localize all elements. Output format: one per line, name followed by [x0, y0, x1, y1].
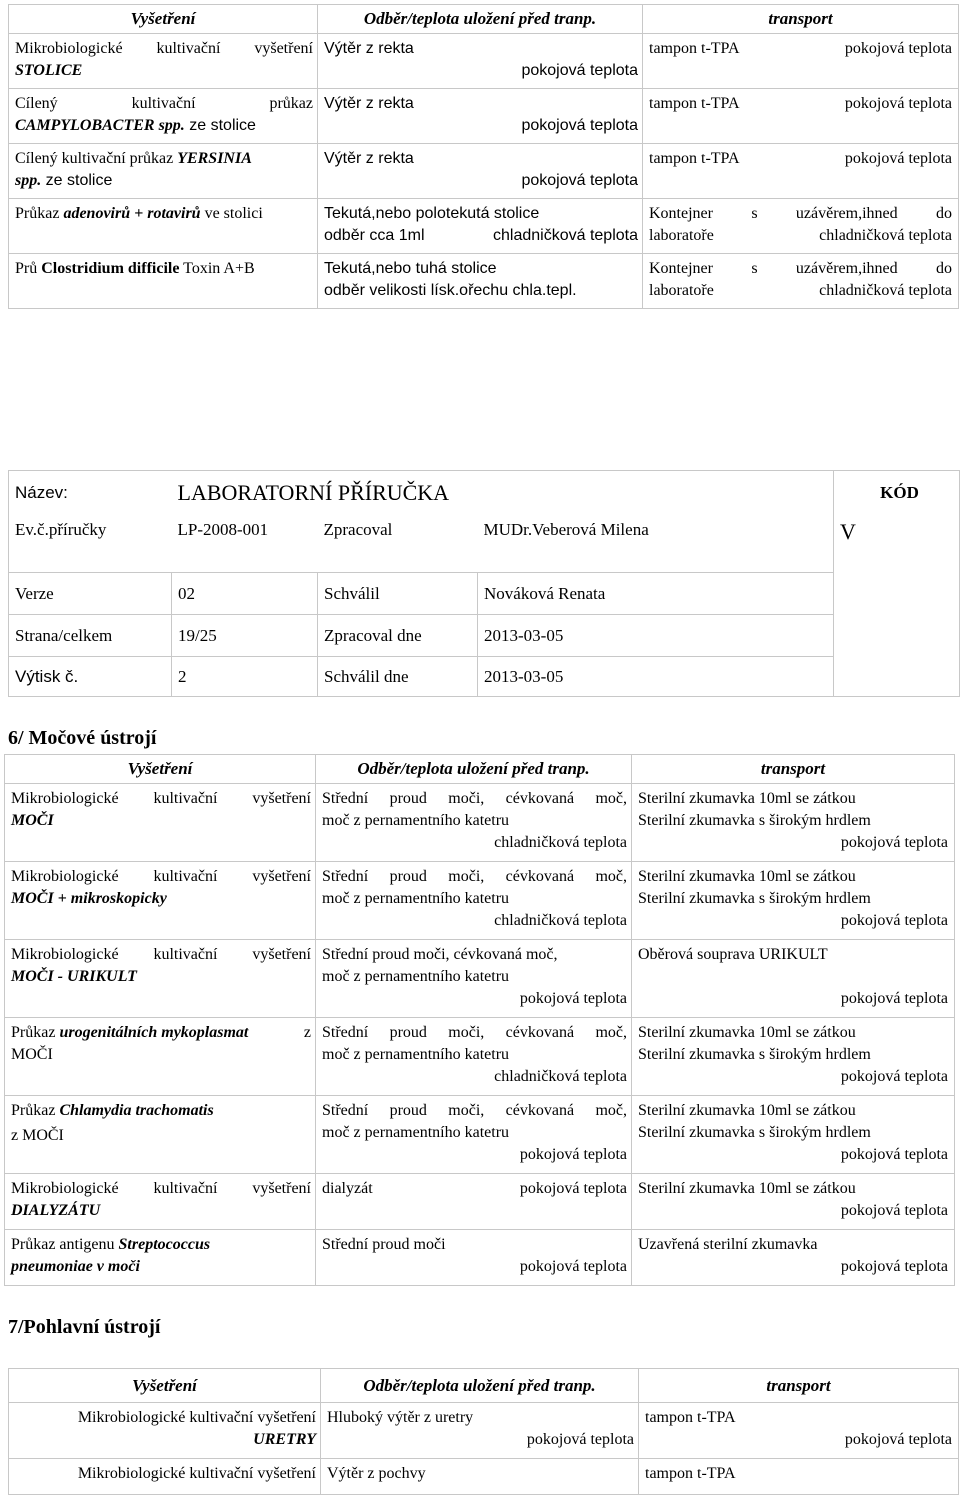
exam-cell	[9, 1403, 321, 1459]
sample-cell	[316, 862, 632, 940]
transport-medium: Sterilní zkumavka 10ml se zátkou	[638, 790, 856, 807]
exam-material: STOLICE	[15, 62, 83, 79]
transport-medium-2: Sterilní zkumavka s širokým hrdlem	[638, 1046, 871, 1063]
transport-temp: pokojová teplota	[840, 1202, 948, 1219]
transport-destination: laboratoře	[649, 282, 714, 299]
transport-cell	[632, 784, 955, 862]
vytisk-label: Výtisk č.	[9, 657, 172, 697]
exam-material: MOČI	[11, 1046, 53, 1063]
strana-label: Strana/celkem	[9, 615, 172, 657]
transport-temp: pokojová teplota	[840, 1146, 948, 1163]
exam-material: MOČI	[11, 812, 54, 829]
col-header-exam: Vyšetření	[9, 5, 318, 34]
exam-material: Toxin A+B	[183, 260, 255, 277]
transport-medium: Oběrová souprava URIKULT	[638, 946, 828, 963]
transport-cell	[632, 1018, 955, 1096]
exam-organism: Chlamydia trachomatis	[59, 1102, 214, 1119]
table-row	[5, 784, 955, 862]
vytisk-value: 2	[172, 657, 318, 697]
exam-material: DIALYZÁTU	[11, 1202, 101, 1219]
kod-value: V	[834, 515, 960, 697]
transport-medium-2: Sterilní zkumavka s širokým hrdlem	[638, 812, 871, 829]
sample-cell	[318, 34, 643, 89]
exam-material: MOČI + mikroskopicky	[11, 890, 167, 907]
transport-temp: chladničková teplota	[819, 282, 952, 299]
exam-cell	[9, 89, 318, 144]
verze-value: 02	[172, 573, 318, 615]
exam-name: Prů	[15, 260, 38, 277]
sample-cell	[321, 1403, 639, 1459]
transport-cell	[632, 1174, 955, 1230]
transport-cell	[643, 89, 959, 144]
exam-material: ve stolici	[204, 205, 263, 222]
sample-type-2: moč z pernamentního katetru	[322, 968, 510, 985]
sample-cell	[318, 199, 643, 254]
sample-type: Střední proud moči, cévkovaná moč,	[322, 1102, 627, 1119]
exam-name: Mikrobiologické kultivační vyšetření	[11, 1180, 311, 1197]
transport-medium: tampon t-TPA	[649, 150, 740, 167]
col-header-exam: Vyšetření	[9, 1369, 321, 1403]
table-row	[5, 1174, 955, 1230]
exam-cell	[5, 1230, 316, 1286]
exam-cell	[9, 144, 318, 199]
sample-type: Výtěr z pochvy	[327, 1465, 426, 1482]
sample-type: Výtěr z rekta	[324, 95, 414, 112]
sample-type: Střední proud moči, cévkovaná moč,	[322, 946, 558, 963]
table-header-row	[9, 5, 959, 34]
exam-cell	[9, 254, 318, 309]
transport-medium: Sterilní zkumavka 10ml se zátkou	[638, 1024, 856, 1041]
transport-temp: pokojová teplota	[840, 912, 948, 929]
urinary-exam-table	[4, 754, 955, 1286]
exam-organism: CAMPYLOBACTER spp.	[15, 117, 185, 134]
exam-organism-spp: spp.	[15, 172, 42, 189]
transport-cell	[632, 940, 955, 1018]
sample-type: Střední proud moči, cévkovaná moč,	[322, 790, 627, 807]
transport-medium: tampon t-TPA	[645, 1409, 736, 1426]
exam-connector: z	[303, 1024, 311, 1041]
transport-medium: Kontejner s uzávěrem,ihned do	[649, 260, 952, 277]
exam-organism: adenovirů + rotavirů	[63, 205, 201, 222]
transport-cell	[643, 254, 959, 309]
exam-name: Mikrobiologické kultivační vyšetření	[11, 790, 311, 807]
exam-name: Průkaz	[11, 1024, 56, 1041]
table-row	[9, 199, 959, 254]
transport-temp: pokojová teplota	[844, 95, 952, 112]
sample-cell	[316, 1096, 632, 1174]
exam-material: MOČI - URIKULT	[11, 968, 137, 985]
col-header-exam: Vyšetření	[5, 755, 316, 784]
stool-exam-table	[8, 4, 959, 309]
transport-medium: Kontejner s uzávěrem,ihned do	[649, 205, 952, 222]
transport-cell	[639, 1403, 959, 1459]
exam-name: Mikrobiologické kultivační vyšetření	[77, 1409, 316, 1426]
sample-type: dialyzát	[322, 1180, 373, 1197]
sample-cell	[316, 940, 632, 1018]
exam-name: Mikrobiologické kultivační vyšetření	[77, 1465, 316, 1482]
transport-temp: pokojová teplota	[840, 1068, 948, 1085]
transport-destination: laboratoře	[649, 227, 714, 244]
zpracoval-label: Zpracoval	[318, 515, 478, 573]
schv-dne-value: 2013-03-05	[478, 657, 834, 697]
transport-medium: Sterilní zkumavka 10ml se zátkou	[638, 1180, 856, 1197]
exam-name: Průkaz	[11, 1102, 56, 1119]
sample-type-2: moč z pernamentního katetru	[322, 1124, 510, 1141]
table-row	[5, 1096, 955, 1174]
col-header-transport: transport	[639, 1369, 959, 1403]
col-header-sample: Odběr/teplota uložení před tranp.	[316, 755, 632, 784]
exam-material: ze stolice	[41, 172, 113, 189]
table-row	[5, 1230, 955, 1286]
sample-cell	[318, 89, 643, 144]
sample-cell	[316, 784, 632, 862]
exam-cell	[5, 1018, 316, 1096]
sample-type: Tekutá,nebo tuhá stolice	[324, 260, 497, 277]
transport-cell	[632, 1096, 955, 1174]
transport-temp: pokojová teplota	[844, 40, 952, 57]
exam-material: z MOČI	[11, 1127, 64, 1144]
transport-medium: tampon t-TPA	[649, 95, 740, 112]
transport-medium: Uzavřená sterilní zkumavka	[638, 1236, 818, 1253]
exam-name: Průkaz	[15, 205, 60, 222]
exam-cell	[5, 862, 316, 940]
transport-medium: tampon t-TPA	[645, 1465, 736, 1482]
transport-cell	[632, 862, 955, 940]
sample-temp: chladničková teplota	[493, 227, 638, 244]
exam-organism-2: pneumoniae v moči	[11, 1258, 140, 1275]
sample-type-2: moč z pernamentního katetru	[322, 1046, 510, 1063]
sample-cell	[316, 1174, 632, 1230]
transport-medium: tampon t-TPA	[649, 40, 740, 57]
exam-cell	[5, 940, 316, 1018]
zpracoval-value: MUDr.Veberová Milena	[478, 515, 834, 573]
transport-temp: pokojová teplota	[840, 1258, 948, 1275]
exam-name: Mikrobiologické kultivační vyšetření	[15, 40, 313, 57]
transport-medium-2: Sterilní zkumavka s širokým hrdlem	[638, 890, 871, 907]
exam-material: URETRY	[253, 1431, 316, 1448]
sample-type: Tekutá,nebo polotekutá stolice	[324, 205, 540, 222]
sample-temp: pokojová teplota	[521, 172, 638, 189]
verze-label: Verze	[9, 573, 172, 615]
sample-type: Střední proud moči, cévkovaná moč,	[322, 868, 627, 885]
exam-name: Průkaz antigenu	[11, 1236, 115, 1253]
exam-cell	[5, 784, 316, 862]
zpr-dne-value: 2013-03-05	[478, 615, 834, 657]
section-title-genital: 7/Pohlavní ústrojí	[8, 1316, 161, 1338]
sample-cell	[318, 254, 643, 309]
exam-cell	[5, 1174, 316, 1230]
document-header-box	[8, 470, 960, 697]
transport-temp: pokojová teplota	[840, 990, 948, 1007]
col-header-transport: transport	[632, 755, 955, 784]
transport-cell	[639, 1459, 959, 1495]
sample-temp: pokojová teplota	[519, 1258, 627, 1275]
kod-label: KÓD	[834, 471, 960, 515]
transport-temp: pokojová teplota	[844, 1431, 952, 1448]
transport-medium-2: Sterilní zkumavka s širokým hrdlem	[638, 1124, 871, 1141]
exam-organism: Clostridium difficile	[41, 260, 180, 277]
exam-material: ze stolice	[184, 117, 256, 134]
exam-cell	[5, 1096, 316, 1174]
exam-name: Mikrobiologické kultivační vyšetření	[11, 868, 311, 885]
table-row	[9, 34, 959, 89]
sample-type: Hluboký výtěr z uretry	[327, 1409, 474, 1426]
zpr-dne-label: Zpracoval dne	[318, 615, 478, 657]
ev-label: Ev.č.příručky	[9, 515, 172, 573]
schvalil-label: Schválil	[318, 573, 478, 615]
table-row	[9, 1459, 959, 1495]
transport-medium: Sterilní zkumavka 10ml se zátkou	[638, 1102, 856, 1119]
table-row	[9, 1403, 959, 1459]
transport-temp: chladničková teplota	[819, 227, 952, 244]
transport-cell	[643, 144, 959, 199]
sample-cell	[321, 1459, 639, 1495]
schvalil-value: Nováková Renata	[478, 573, 834, 615]
exam-organism: urogenitálních mykoplasmat	[59, 1024, 249, 1041]
exam-organism: YERSINIA	[177, 150, 252, 167]
document-title: LABORATORNÍ PŘÍRUČKA	[172, 471, 834, 515]
exam-organism: Streptococcus	[118, 1236, 211, 1253]
sample-volume: odběr cca 1ml	[324, 227, 425, 244]
table-row	[9, 89, 959, 144]
sample-type-2: moč z pernamentního katetru	[322, 812, 510, 829]
sample-temp: pokojová teplota	[519, 990, 627, 1007]
exam-cell	[9, 199, 318, 254]
table-row	[9, 144, 959, 199]
exam-cell	[9, 34, 318, 89]
table-header-row	[5, 755, 955, 784]
col-header-sample: Odběr/teplota uložení před tranp.	[318, 5, 643, 34]
sample-type-2: moč z pernamentního katetru	[322, 890, 510, 907]
col-header-transport: transport	[643, 5, 959, 34]
sample-temp: pokojová teplota	[519, 1180, 627, 1197]
sample-volume: odběr velikosti lísk.ořechu chla.tepl.	[324, 282, 577, 299]
sample-temp: pokojová teplota	[521, 117, 638, 134]
transport-cell	[643, 199, 959, 254]
sample-temp: pokojová teplota	[526, 1431, 634, 1448]
sample-temp: chladničková teplota	[494, 834, 627, 851]
sample-temp: chladničková teplota	[494, 1068, 627, 1085]
table-row	[5, 940, 955, 1018]
exam-name: Mikrobiologické kultivační vyšetření	[11, 946, 311, 963]
table-header-row	[9, 1369, 959, 1403]
exam-name: Cílený kultivační průkaz	[15, 150, 174, 167]
section-title-urinary: 6/ Močové ústrojí	[8, 727, 157, 749]
schv-dne-label: Schválil dne	[318, 657, 478, 697]
nazev-label: Název:	[9, 471, 172, 515]
sample-type: Střední proud moči, cévkovaná moč,	[322, 1024, 627, 1041]
exam-name: Cílený kultivační průkaz	[15, 95, 313, 112]
sample-cell	[318, 144, 643, 199]
col-header-sample: Odběr/teplota uložení před tranp.	[321, 1369, 639, 1403]
transport-temp: pokojová teplota	[844, 150, 952, 167]
sample-cell	[316, 1018, 632, 1096]
transport-cell	[643, 34, 959, 89]
table-row	[5, 1018, 955, 1096]
transport-medium: Sterilní zkumavka 10ml se zátkou	[638, 868, 856, 885]
sample-temp: pokojová teplota	[521, 62, 638, 79]
sample-cell	[316, 1230, 632, 1286]
sample-type: Výtěr z rekta	[324, 40, 414, 57]
exam-cell	[9, 1459, 321, 1495]
strana-value: 19/25	[172, 615, 318, 657]
sample-temp: chladničková teplota	[494, 912, 627, 929]
genital-exam-table	[8, 1368, 959, 1495]
table-row	[5, 862, 955, 940]
sample-type: Výtěr z rekta	[324, 150, 414, 167]
sample-type: Střední proud moči	[322, 1236, 446, 1253]
transport-cell	[632, 1230, 955, 1286]
table-row	[9, 254, 959, 309]
transport-temp: pokojová teplota	[840, 834, 948, 851]
sample-temp: pokojová teplota	[519, 1146, 627, 1163]
ev-value: LP-2008-001	[172, 515, 318, 573]
